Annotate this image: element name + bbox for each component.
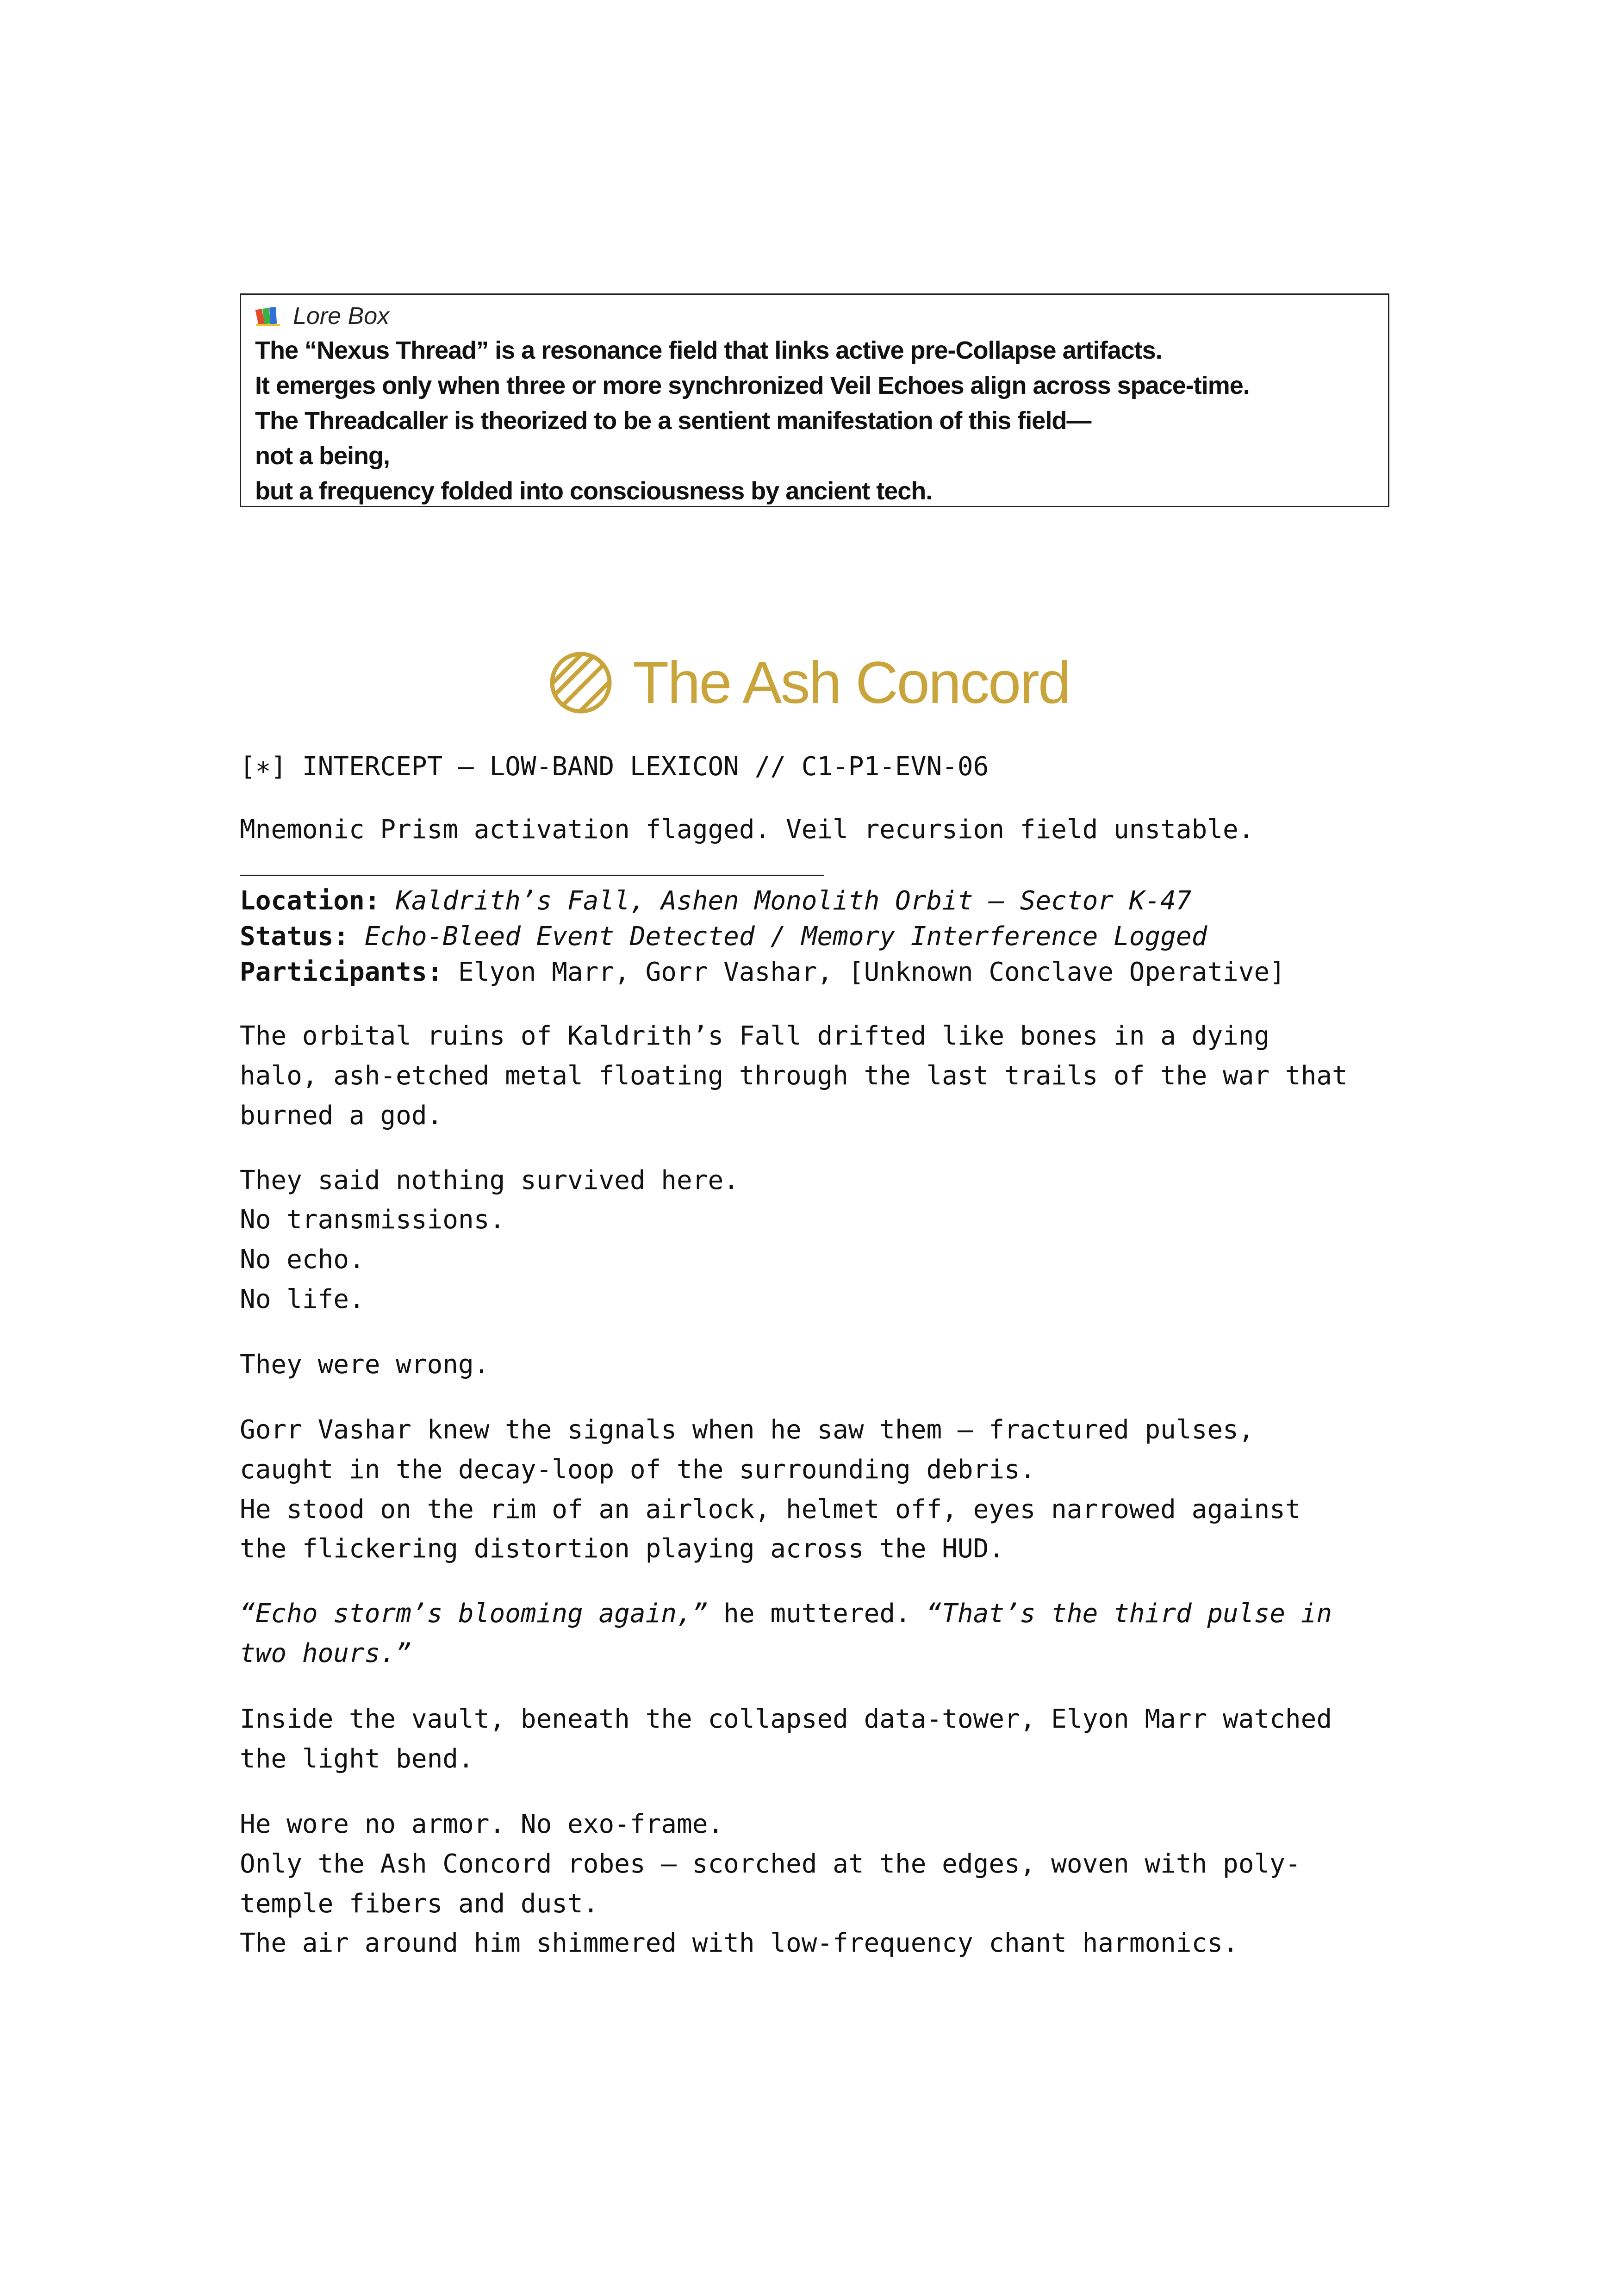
lore-line: not a being,: [255, 442, 390, 470]
participants-value: Elyon Marr, Gorr Vashar, [Unknown Conclave Operative]: [458, 957, 1285, 987]
dialogue-quote: “That’s the third pulse in: [926, 1599, 1332, 1629]
page-title: The Ash Concord: [633, 649, 1070, 716]
story-line: They said nothing survived here.: [240, 1165, 739, 1195]
story-line: halo, ash-etched metal floating through the last trails of the war that: [240, 1061, 1348, 1091]
lore-box-header: [255, 299, 1374, 333]
story-line: Inside the vault, beneath the collapsed data-tower, Elyon Marr watched: [240, 1704, 1332, 1734]
hatched-circle-icon: [548, 650, 613, 715]
story-line: He stood on the rim of an airlock, helmet off, eyes narrowed against: [240, 1494, 1301, 1524]
intercept-notice: Mnemonic Prism activation flagged. Veil recursion field unstable.: [240, 815, 1254, 845]
story-line: the flickering distortion playing across the HUD.: [240, 1534, 1005, 1564]
lore-line: The Threadcaller is theorized to be a sentient manifestation of this field—: [255, 407, 1091, 435]
story-line: the light bend.: [240, 1744, 474, 1774]
story-line: Only the Ash Concord robes — scorched at the edges, woven with poly-: [240, 1849, 1301, 1879]
lore-box: [240, 293, 1389, 507]
lore-line: The “Nexus Thread” is a resonance field that links active pre-Collapse artifacts.: [255, 336, 1162, 364]
story-line: No echo.: [240, 1244, 365, 1275]
lore-box-title: Lore Box: [293, 303, 390, 330]
books-icon: [255, 305, 283, 327]
story-line: They were wrong.: [240, 1350, 490, 1380]
dialogue-line: [240, 1599, 1332, 1629]
story-line: caught in the decay-loop of the surrounding debris.: [240, 1455, 1036, 1485]
story-line: burned a god.: [240, 1101, 443, 1131]
dialogue-quote: “Echo storm’s blooming again,”: [240, 1599, 708, 1629]
meta-participants: [240, 957, 1285, 987]
meta-status: [240, 921, 1207, 952]
page-heading: [0, 643, 1618, 722]
participants-label: Participants:: [240, 957, 443, 987]
intercept-header: [∗] INTERCEPT — LOW-BAND LEXICON // C1-P1-EVN-06: [240, 752, 989, 782]
dialogue-tag: he muttered.: [708, 1599, 927, 1629]
story-line: The orbital ruins of Kaldrith’s Fall drifted like bones in a dying: [240, 1021, 1270, 1051]
divider: [240, 875, 824, 876]
status-value: Echo-Bleed Event Detected / Memory Interference Logged: [364, 921, 1207, 952]
lore-line: It emerges only when three or more synchronized Veil Echoes align across space-time.: [255, 372, 1250, 399]
story-line: temple fibers and dust.: [240, 1889, 599, 1919]
location-value: Kaldrith’s Fall, Ashen Monolith Orbit – Sector K-47: [396, 886, 1192, 916]
story-line: He wore no armor. No exo-frame.: [240, 1809, 724, 1839]
lore-line: but a frequency folded into consciousness by ancient tech.: [255, 477, 933, 505]
story-line: The air around him shimmered with low-frequency chant harmonics.: [240, 1928, 1238, 1958]
story-line: No transmissions.: [240, 1205, 505, 1235]
location-label: Location:: [240, 886, 380, 916]
meta-location: [240, 886, 1192, 916]
story-line: Gorr Vashar knew the signals when he saw them — fractured pulses,: [240, 1415, 1254, 1445]
dialogue-quote: two hours.”: [240, 1638, 411, 1668]
story-line: No life.: [240, 1284, 365, 1314]
status-label: Status:: [240, 921, 349, 952]
